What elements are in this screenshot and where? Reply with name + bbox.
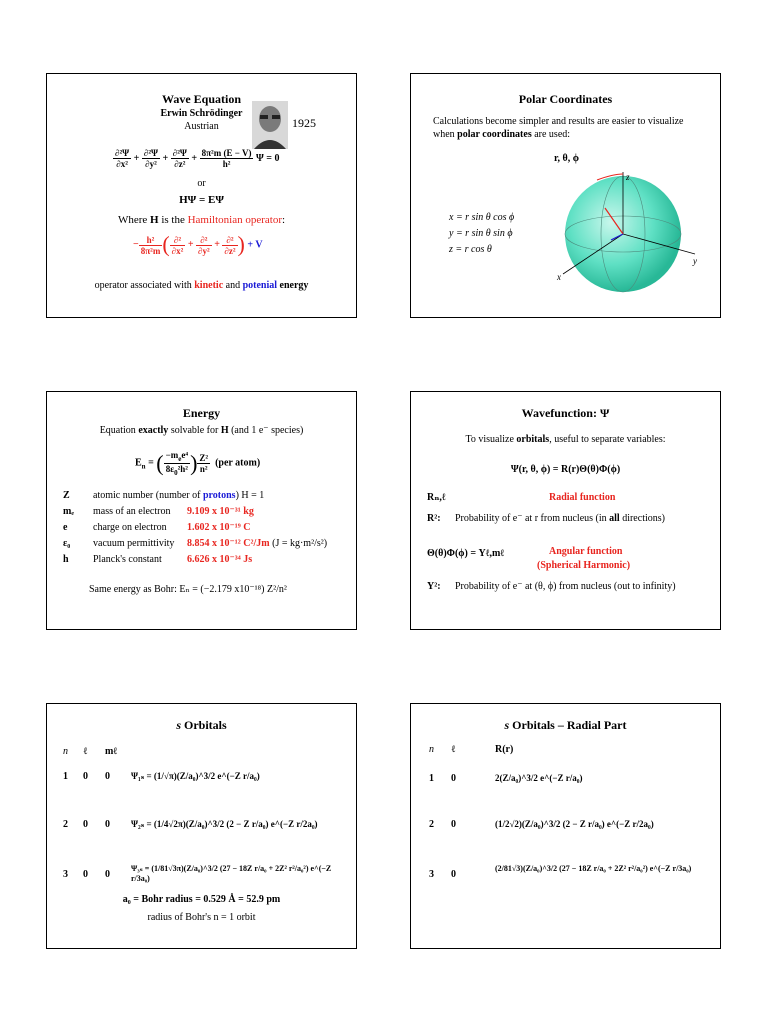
separation-equation: Ψ(r, θ, ϕ) = R(r)Θ(θ)Φ(ϕ)	[510, 464, 621, 475]
row-e-desc: charge on electron	[93, 522, 167, 533]
row1-l: 0	[83, 771, 88, 782]
row3-m: 0	[105, 869, 110, 880]
row2-l: 0	[83, 819, 88, 830]
radial-label: Radial function	[549, 492, 616, 503]
slide-s-orbitals	[46, 703, 357, 949]
bohr-orbit: radius of Bohr's n = 1 orbit	[147, 912, 256, 923]
slide-title: s Orbitals	[176, 718, 227, 732]
header-r: R(r)	[495, 744, 514, 755]
y2-description: Probability of e⁻ at (θ, ϕ) from nucleus (out to infinity)	[455, 581, 676, 592]
scientist-nationality: Austrian	[184, 121, 219, 132]
row2-m: 0	[105, 819, 110, 830]
row-eps-desc: vacuum permittivity	[93, 538, 175, 549]
slide-polar-coordinates	[410, 73, 721, 318]
slide-title: Wavefunction: Ψ	[521, 406, 610, 420]
hpsi-equation: HΨ = EΨ	[179, 194, 224, 206]
slide-title: Polar Coordinates	[518, 92, 613, 106]
hamiltonian-equation: − $\frac{\text{h²}}{\text{8π²m}}$ ( $\frac{\text{∂²}}{\text{∂x²}}$ + $\frac{\text{∂²}}{\text{∂y²}}$ + $\frac{\text{∂²}}{\text{∂z²}}$ ) + V	[133, 232, 263, 257]
row-me-desc: mass of an electron	[93, 506, 171, 517]
wavefunction-intro: To visualize orbitals, useful to separate variables:	[465, 434, 666, 445]
r2-description: Probability of e⁻ at r from nucleus (in all directions)	[455, 513, 665, 524]
slide-title: Energy	[182, 406, 221, 420]
psi2s-equation: Ψ₂ₛ = (1/4√2π)(Z/a₀)^3/2 (2 − Z r/a₀) e^(−Z r/2a₀)	[131, 819, 318, 829]
row-eps-symbol: ε₀	[63, 538, 71, 549]
row1-l: 0	[451, 773, 456, 784]
axis-z-label: z	[626, 172, 630, 182]
r2-equation: (1/2√2)(Z/a₀)^3/2 (2 − Z r/a₀) e^(−Z r/2a₀)	[495, 819, 654, 829]
header-l: ℓ	[451, 744, 456, 755]
slide-s-orbitals-radial	[410, 703, 721, 949]
r2-symbol: R²:	[427, 513, 441, 524]
row-h-symbol: h	[63, 554, 69, 565]
header-ml: mℓ	[105, 746, 118, 757]
row-z-desc: atomic number (number of protons) H = 1	[93, 490, 265, 501]
axis-y-label: y	[693, 256, 697, 266]
y2-symbol: Y²:	[427, 581, 441, 592]
row3-n: 3	[429, 869, 434, 880]
z-equation: z = r cos θ	[449, 244, 492, 255]
or-label: or	[197, 178, 206, 189]
intro-line-2: when polar coordinates are used:	[433, 129, 571, 140]
row1-n: 1	[429, 773, 434, 784]
x-equation: x = r sin θ cos ϕ	[449, 212, 515, 223]
header-l: ℓ	[83, 746, 88, 757]
row3-l: 0	[83, 869, 88, 880]
row-eps-value: 8.854 x 10⁻¹² C²/Jm (J = kg·m²/s²)	[187, 538, 328, 549]
slide-energy	[46, 391, 357, 630]
energy-intro: Equation exactly solvable for H (and 1 e⁻ species)	[99, 425, 304, 436]
row1-n: 1	[63, 771, 68, 782]
polar-variables: r, θ, ϕ	[554, 153, 579, 164]
slide-wavefunction	[410, 391, 721, 630]
row-me-value: 9.109 x 10⁻³¹ kg	[187, 506, 254, 517]
scientist-name: Erwin Schrödinger	[160, 108, 243, 119]
operator-caption: operator associated with kinetic and potenial energy	[94, 280, 309, 291]
psi3s-equation: Ψ₃ₛ = (1/81√3π)(Z/a₀)^3/2 (27 − 18Z r/a₀ + 2Z² r²/a₀²) e^(−Z r/3a₀)	[131, 864, 332, 883]
psi1s-equation: Ψ₁ₛ = (1/√π)(Z/a₀)^3/2 e^(−Z r/a₀)	[131, 771, 260, 781]
row-z-symbol: Z	[63, 490, 70, 501]
spherical-label: (Spherical Harmonic)	[537, 560, 631, 571]
r3-equation: (2/81√3)(Z/a₀)^3/2 (27 − 18Z r/a₀ + 2Z² r²/a₀²) e^(−Z r/3a₀)	[495, 864, 692, 873]
bohr-energy: Same energy as Bohr: Eₙ = (−2.179 x10⁻¹⁸) Z²/n²	[89, 584, 287, 595]
row1-m: 0	[105, 771, 110, 782]
slide-title: s Orbitals – Radial Part	[504, 718, 627, 732]
row-me-symbol: mₑ	[63, 506, 74, 517]
energy-equation: $E_n$ = ( $\frac{-m_ee^4}{8\varepsilon_0^2h^2}$ ) $\frac{\text{Z²}}{\text{n²}}$ (per atom)	[135, 450, 261, 477]
row3-n: 3	[63, 869, 68, 880]
year: 1925	[292, 116, 316, 130]
slide-title: Wave Equation	[161, 92, 242, 106]
row2-n: 2	[63, 819, 68, 830]
rnl-symbol: Rₙ,ℓ	[427, 492, 446, 503]
row-e-symbol: e	[63, 522, 68, 533]
y-equation: y = r sin θ sin ϕ	[449, 228, 513, 239]
header-n: n	[429, 744, 434, 755]
angular-equation: Θ(θ)Φ(ϕ) = Yℓ,mℓ	[427, 548, 505, 559]
bohr-radius: a₀ = Bohr radius = 0.529 Å = 52.9 pm	[122, 894, 281, 905]
hamiltonian-sentence: Where H is the Hamiltonian operator:	[117, 214, 286, 226]
row3-l: 0	[451, 869, 456, 880]
header-n: n	[63, 746, 68, 757]
schrodinger-equation: $\frac{\text{∂²Ψ}}{\text{∂x²}}$ + $\frac{\text{∂²Ψ}}{\text{∂y²}}$ + $\frac{\text{∂²Ψ}}{\text{∂z²}}$ + $\frac{\text{8π²m (E − V)}}{\text{h²}}$ Ψ = 0	[115, 148, 280, 169]
row-h-value: 6.626 x 10⁻³⁴ Js	[187, 554, 253, 565]
intro-line-1: Calculations become simpler and results are easier to visualize	[433, 116, 684, 127]
row-h-desc: Planck's constant	[93, 554, 162, 565]
r1-equation: 2(Z/a₀)^3/2 e^(−Z r/a₀)	[495, 773, 583, 783]
angular-label: Angular function	[549, 546, 623, 557]
schrodinger-portrait	[252, 101, 288, 149]
row-e-value: 1.602 x 10⁻¹⁹ C	[187, 522, 251, 533]
row2-n: 2	[429, 819, 434, 830]
sphere-diagram	[543, 168, 703, 298]
slide-wave-equation	[46, 73, 357, 318]
axis-x-label: x	[557, 272, 561, 282]
row2-l: 0	[451, 819, 456, 830]
